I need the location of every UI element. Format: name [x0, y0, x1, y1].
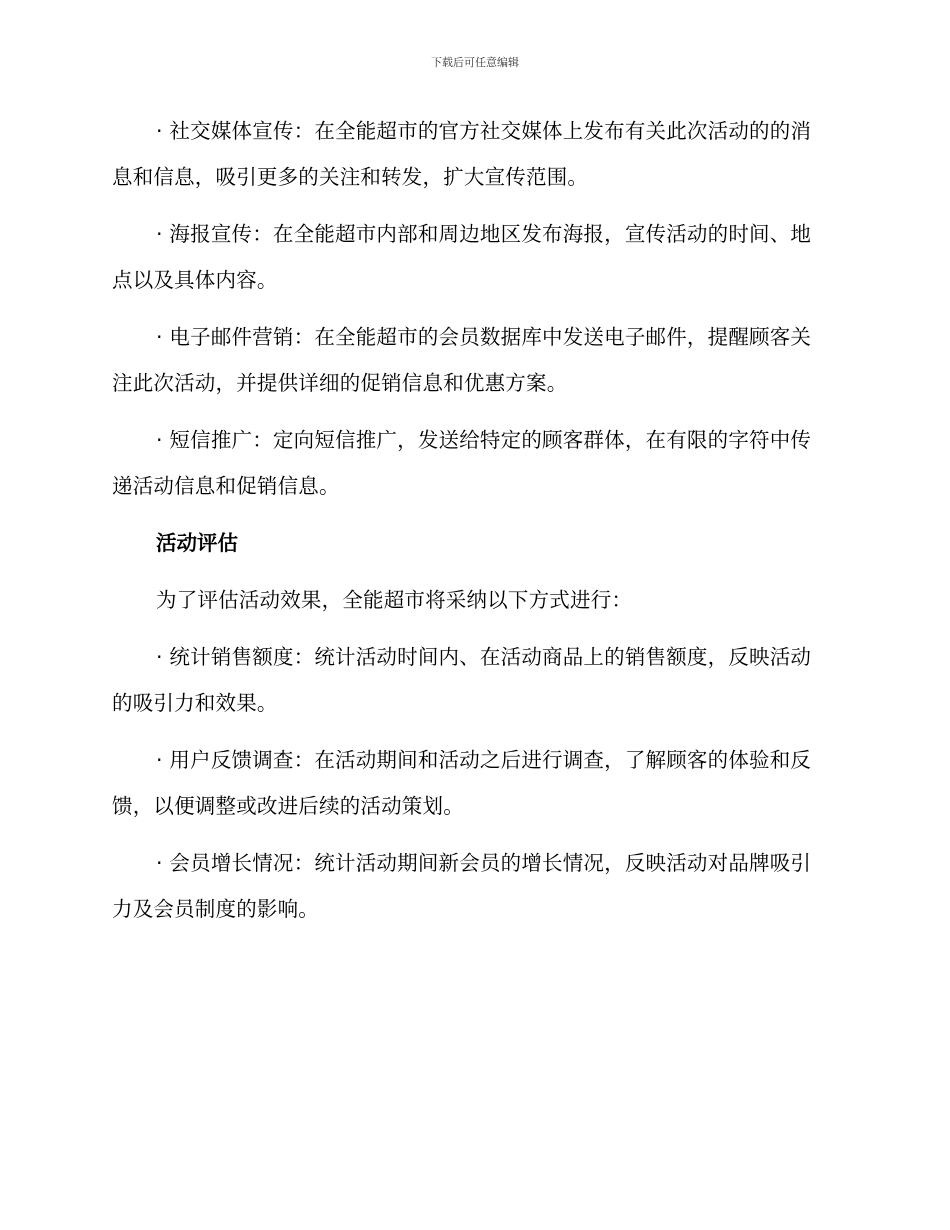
section-intro: 为了评估活动效果，全能超市将采纳以下方式进行： [156, 588, 633, 612]
page-header: 下载后可任意编辑 [431, 56, 519, 69]
paragraph-feedback: · 用户反馈调查：在活动期间和活动之后进行调查，了解顾客的体验和反馈，以便调整或改进后续的活动策划。 [112, 748, 812, 818]
document-body [112, 108, 822, 943]
paragraph-sms: · 短信推广：定向短信推广，发送给特定的顾客群体，在有限的字符中传递活动信息和促销信息。 [112, 428, 812, 498]
section-heading: 活动评估 [156, 531, 238, 555]
paragraph-social-media: · 社交媒体宣传：在全能超市的官方社交媒体上发布有关此次活动的的消息和信息，吸引更多的关注和转发，扩大宣传范围。 [112, 119, 812, 189]
paragraph-email: · 电子邮件营销：在全能超市的会员数据库中发送电子邮件，提醒顾客关注此次活动，并提供详细的促销信息和优惠方案。 [112, 325, 812, 395]
paragraph-sales: · 统计销售额度：统计活动时间内、在活动商品上的销售额度，反映活动的吸引力和效果。 [112, 645, 812, 715]
paragraph-membership: · 会员增长情况：统计活动期间新会员的增长情况，反映活动对品牌吸引力及会员制度的影响。 [112, 851, 812, 921]
paragraph-poster: · 海报宣传：在全能超市内部和周边地区发布海报，宣传活动的时间、地点以及具体内容。 [112, 222, 812, 292]
